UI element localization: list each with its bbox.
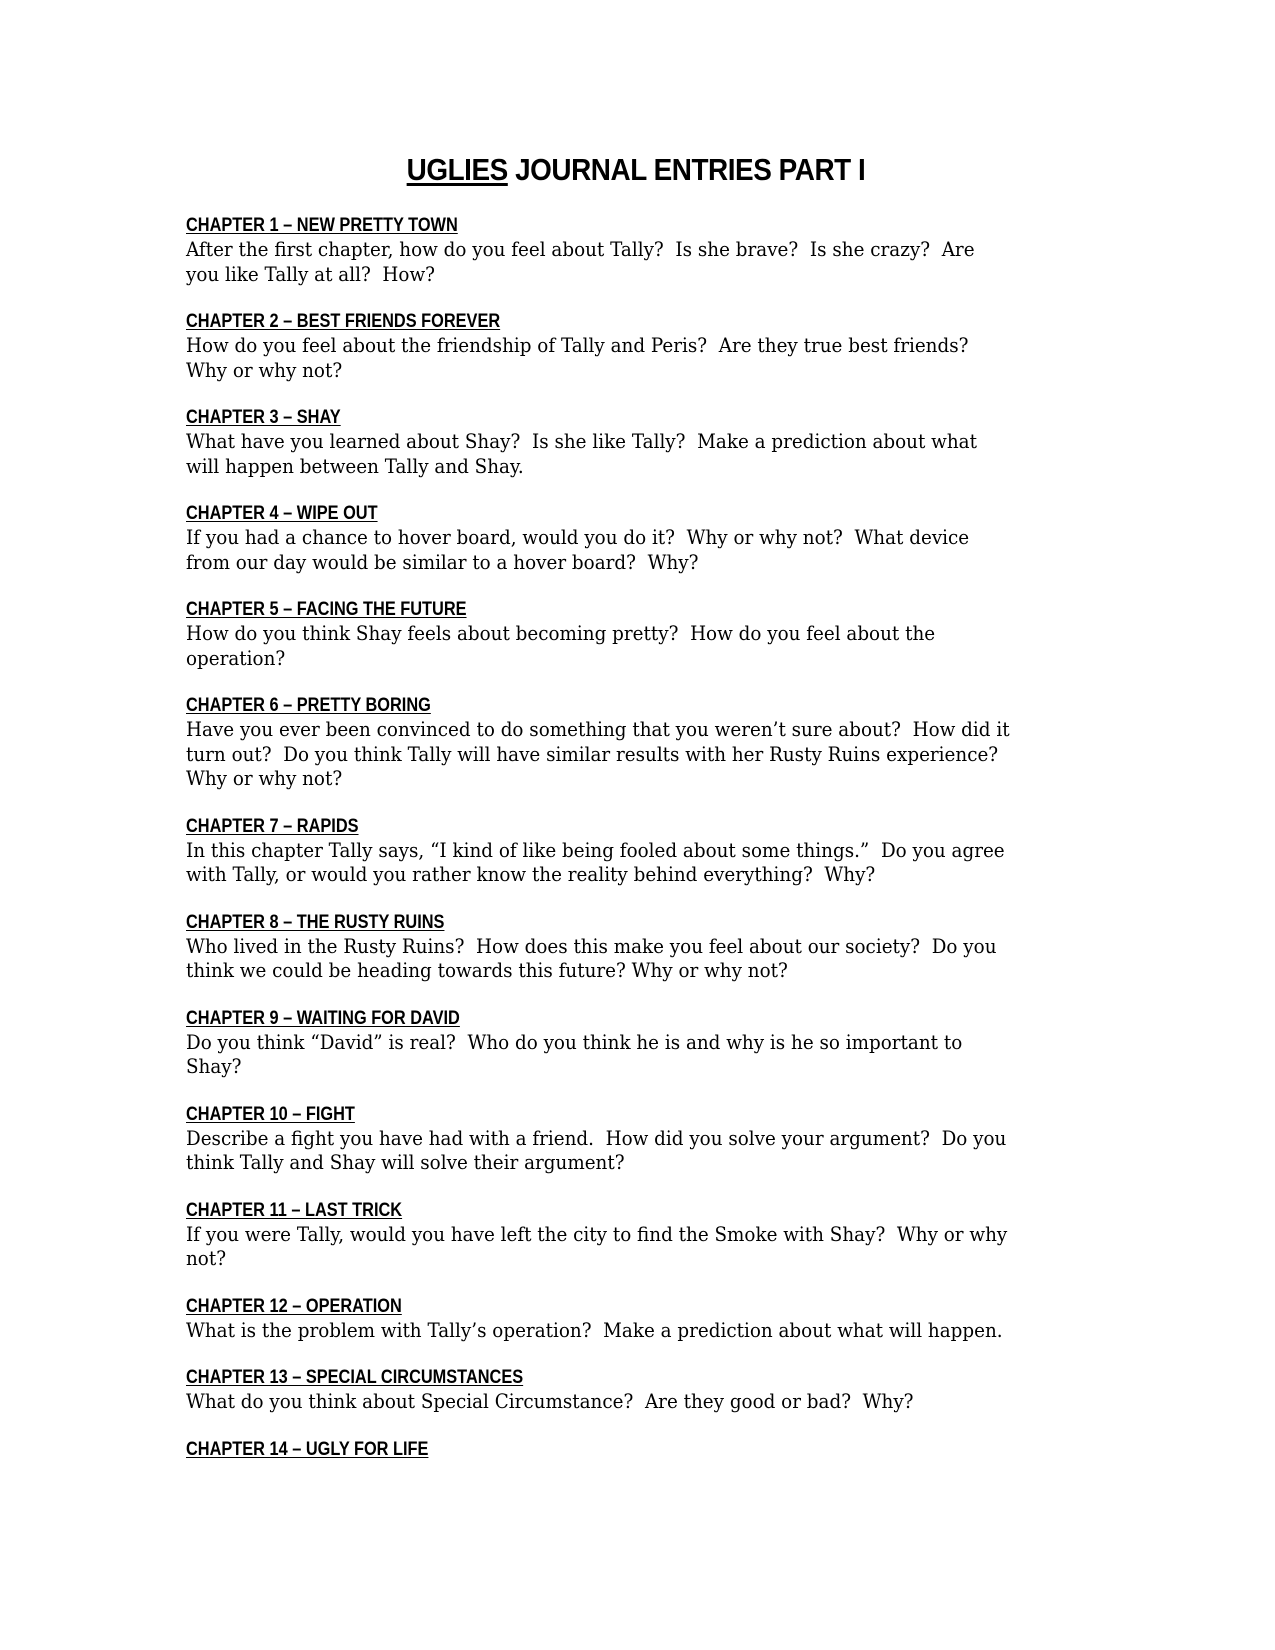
journal-prompt: After the first chapter, how do you feel about Tally? Is she brave? Is she crazy? Are you like Tally at all? How? bbox=[186, 238, 975, 286]
journal-entry-chapter-13 bbox=[186, 1366, 1086, 1415]
journal-entry-chapter-9 bbox=[186, 1007, 1086, 1080]
chapter-heading: CHAPTER 14 – UGLY FOR LIFE bbox=[186, 1438, 429, 1460]
journal-prompt: Have you ever been convinced to do something that you weren’t sure about? How did it turn out? Do you think Tally will have similar results with her Rusty Ruins experience? Why or why not? bbox=[186, 718, 1010, 790]
journal-prompt: What is the problem with Tally’s operation? Make a prediction about what will happen. bbox=[186, 1318, 1003, 1342]
book-title: UGLIES bbox=[406, 152, 508, 187]
document-title bbox=[231, 150, 1041, 190]
title-rest: JOURNAL ENTRIES PART I bbox=[507, 152, 866, 187]
chapter-heading: CHAPTER 10 – FIGHT bbox=[186, 1103, 355, 1125]
journal-prompt: Do you think “David” is real? Who do you think he is and why is he so important to Shay? bbox=[186, 1030, 963, 1078]
journal-prompt: Describe a fight you have had with a friend. How did you solve your argument? Do you think Tally and Shay will solve their argument? bbox=[186, 1126, 1007, 1174]
chapter-heading: CHAPTER 9 – WAITING FOR DAVID bbox=[186, 1007, 460, 1029]
journal-entry-chapter-8 bbox=[186, 911, 1086, 984]
journal-entry-chapter-3 bbox=[186, 406, 1086, 479]
journal-prompt: In this chapter Tally says, “I kind of like being fooled about some things.” Do you agree with Tally, or would you rather know the reality behind everything? Why? bbox=[186, 838, 1005, 886]
journal-prompt: How do you feel about the friendship of Tally and Peris? Are they true best friends? Why or why not? bbox=[186, 334, 969, 382]
journal-prompt: What do you think about Special Circumstance? Are they good or bad? Why? bbox=[186, 1390, 914, 1413]
chapter-heading: CHAPTER 12 – OPERATION bbox=[186, 1295, 402, 1317]
chapter-heading: CHAPTER 4 – WIPE OUT bbox=[186, 503, 378, 524]
journal-prompt: If you were Tally, would you have left the city to find the Smoke with Shay? Why or why not? bbox=[186, 1222, 1008, 1270]
journal-entry-chapter-4 bbox=[186, 502, 1086, 575]
document-page bbox=[186, 150, 1086, 1485]
journal-entry-chapter-11 bbox=[186, 1199, 1086, 1272]
journal-prompt: What have you learned about Shay? Is she like Tally? Make a prediction about what will happen between Tally and Shay. bbox=[186, 430, 977, 478]
chapter-heading: CHAPTER 7 – RAPIDS bbox=[186, 815, 359, 837]
journal-entry-chapter-7 bbox=[186, 815, 1086, 888]
chapter-heading: CHAPTER 6 – PRETTY BORING bbox=[186, 695, 431, 716]
chapter-heading: CHAPTER 1 – NEW PRETTY TOWN bbox=[186, 215, 458, 236]
journal-entry-chapter-2 bbox=[186, 310, 1086, 383]
journal-entry-chapter-1 bbox=[186, 214, 1086, 287]
journal-entry-chapter-14 bbox=[186, 1438, 1086, 1462]
journal-entry-chapter-10 bbox=[186, 1103, 1086, 1176]
journal-entry-chapter-6 bbox=[186, 694, 1086, 792]
chapter-heading: CHAPTER 11 – LAST TRICK bbox=[186, 1199, 403, 1221]
chapter-heading: CHAPTER 13 – SPECIAL CIRCUMSTANCES bbox=[186, 1367, 524, 1388]
journal-prompt: If you had a chance to hover board, would you do it? Why or why not? What device from our day would be similar to a hover board? Why? bbox=[186, 526, 970, 574]
journal-entry-chapter-12 bbox=[186, 1295, 1086, 1344]
journal-prompt: How do you think Shay feels about becoming pretty? How do you feel about the operation? bbox=[186, 622, 936, 670]
chapter-heading: CHAPTER 3 – SHAY bbox=[186, 407, 341, 428]
chapter-heading: CHAPTER 8 – THE RUSTY RUINS bbox=[186, 911, 445, 933]
journal-prompt: Who lived in the Rusty Ruins? How does this make you feel about our society? Do you think we could be heading towards this future? Why or why not? bbox=[186, 934, 997, 982]
journal-entry-chapter-5 bbox=[186, 598, 1086, 671]
chapter-heading: CHAPTER 5 – FACING THE FUTURE bbox=[186, 599, 467, 620]
chapter-heading: CHAPTER 2 – BEST FRIENDS FOREVER bbox=[186, 311, 501, 332]
